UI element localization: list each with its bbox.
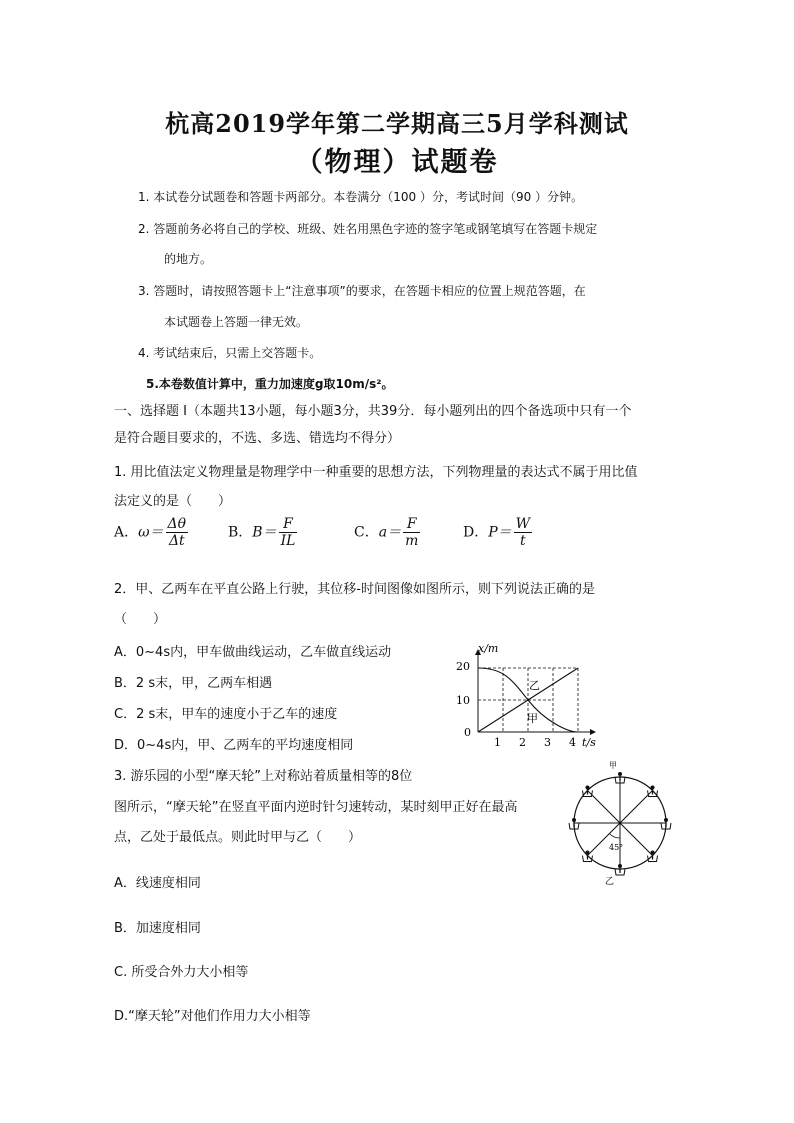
x-tick-4: 4 [569,736,576,749]
q2-stem: 2．甲、乙两车在平直公路上行驶，其位移-时间图像如图所示，则下列说法正确的是 [114,582,595,597]
angle-label: 45° [609,843,624,852]
exam-title: 杭高2019学年第二学期高三5月学科测试 [165,109,629,138]
numerator: F [279,516,298,533]
instruction-3: 3. 答题时，请按照答题卡上“注意事项”的要求，在答题卡相应的位置上规范答题，在 [138,284,586,298]
ferris-wheel-figure [555,760,685,888]
instruction-3-cont: 本试题卷上答题一律无效。 [164,315,309,329]
numerator: Δθ [167,516,187,532]
option-label: C． [354,524,379,541]
x-tick-2: 2 [519,736,526,749]
seat-with-person [615,864,625,875]
denominator: m [405,533,419,549]
q1-option-a [114,516,188,549]
q2-option-b: B．2 s末，甲，乙两车相遇 [114,676,273,691]
denominator: t [520,533,526,549]
formula-lhs: a＝ [378,524,402,541]
q2-option-a: A．0~4s内，甲车做曲线运动，乙车做直线运动 [114,645,392,660]
q3-option-d: D.“摩天轮”对他们作用力大小相等 [114,1009,311,1024]
x-axis-label: t/s [582,736,596,749]
q2-option-d: D．0~4s内，甲、乙两车的平均速度相同 [114,738,354,753]
series-label-yi: 乙 [529,679,540,692]
q3-option-c: C. 所受合外力大小相等 [114,965,249,980]
instruction-2: 2. 答题前务必将自己的学校、班级、姓名用黑色字迹的签字笔或钢笔填写在答题卡规定 [138,222,598,236]
q3-option-a: A．线速度相同 [114,876,201,891]
fraction [166,516,189,549]
denominator: Δt [168,533,185,549]
series-label-jia: 甲 [527,712,538,725]
fraction [514,516,532,549]
section-heading-cont: 是符合题目要求的，不选、多选、错选均不得分） [114,431,401,446]
instruction-4: 4. 考试结束后，只需上交答题卡。 [138,346,322,360]
q3-stem-cont: 图所示，“摩天轮”在竖直平面内逆时针匀速转动，某时刻甲正好在最高 [114,800,518,815]
q2-stem-cont: （ ） [114,612,167,627]
numerator: F [403,516,420,533]
exam-subtitle: （物理）试题卷 [295,147,499,178]
instruction-1: 1. 本试卷分试题卷和答题卡两部分。本卷满分（100 ）分，考试时间（90 ）分钟。 [138,190,584,204]
denominator: IL [280,533,296,549]
numerator: W [515,516,531,532]
q3-option-b: B．加速度相同 [114,921,201,936]
q3-stem-cont-2: 点，乙处于最低点。则此时甲与乙（ ） [114,830,362,845]
formula-lhs: ω＝ [138,524,164,541]
y-tick-20: 20 [456,660,470,673]
q1-option-b [228,516,297,549]
option-label: B． [228,524,253,541]
q1-option-d [463,516,532,549]
x-tick-3: 3 [544,736,551,749]
fraction [279,516,298,549]
section-heading: 一、选择题 I（本题共13小题，每小题3分，共39分．每小题列出的四个备选项中只有一个 [114,404,632,419]
formula-lhs: P＝ [488,524,512,541]
label-jia: 甲 [609,761,617,770]
option-label: D． [463,524,489,541]
instruction-5: 5.本卷数值计算中，重力加速度g取10m/s²。 [146,377,394,391]
q2-position-time-chart [440,640,610,755]
y-axis-label: x/m [478,642,499,655]
y-tick-10: 10 [456,694,470,707]
y-tick-0: 0 [464,726,471,739]
formula-lhs: B＝ [252,524,277,541]
fraction [403,516,420,549]
angle-arc [609,834,620,838]
x-tick-1: 1 [494,736,501,749]
q2-option-c: C．2 s末，甲车的速度小于乙车的速度 [114,707,338,722]
q1-option-c [354,516,420,549]
option-label: A． [114,524,139,541]
instruction-2-cont: 的地方。 [164,252,213,266]
label-yi: 乙 [605,877,615,887]
q3-stem: 3. 游乐园的小型“摩天轮”上对称站着质量相等的8位 [114,769,413,784]
q1-stem: 1. 用比值法定义物理量是物理学中一种重要的思想方法，下列物理量的表达式不属于用比值 [114,465,638,480]
q1-stem-cont: 法定义的是（ ） [114,494,232,509]
